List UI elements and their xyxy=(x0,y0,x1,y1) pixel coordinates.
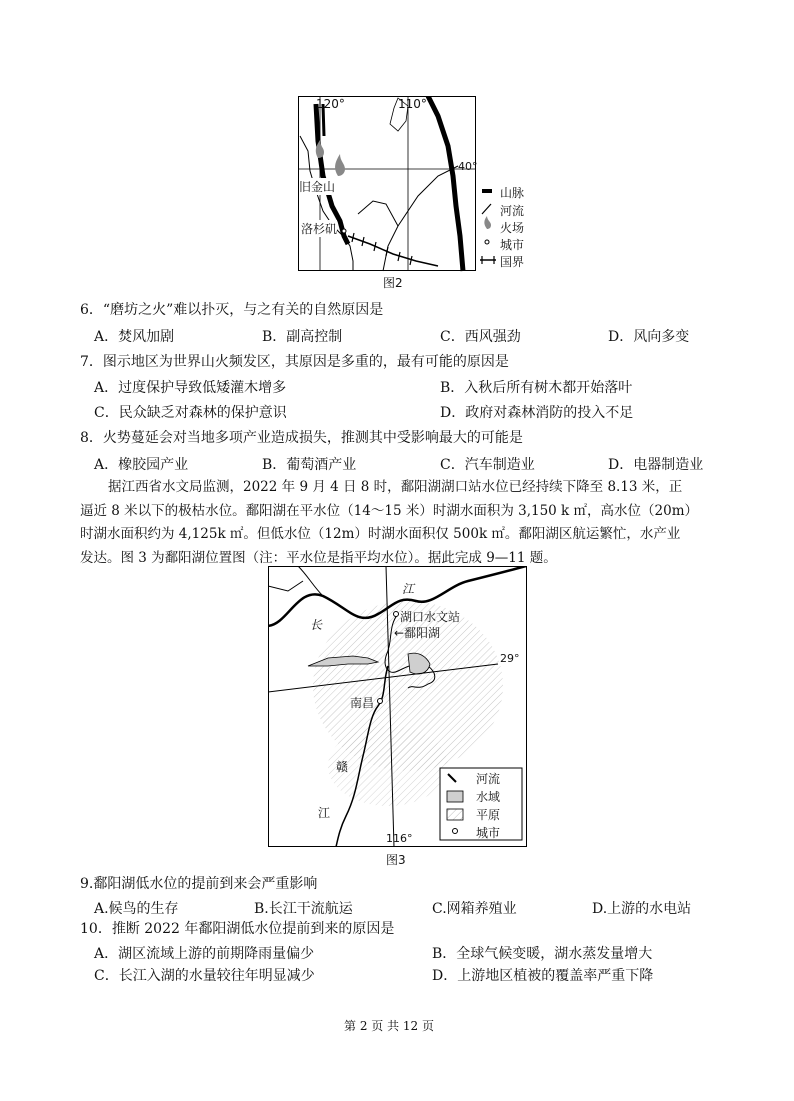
question-10-option-b: B．全球气候变暖，湖水蒸发量增大 xyxy=(432,946,653,962)
legend-border-label: 国界 xyxy=(500,255,525,269)
question-10-option-d: D．上游地区植被的覆盖率严重下降 xyxy=(432,968,654,984)
poyang-lake-label: ←鄱阳湖 xyxy=(394,626,441,640)
question-8-option-d: D．电器制造业 xyxy=(608,457,704,473)
passage-line: 发达。图 3 为鄱阳湖位置图（注：平水位是指平均水位）。据此完成 9—11 题。 xyxy=(80,549,557,566)
city-label-san-francisco: 旧金山 xyxy=(299,180,336,194)
question-9-option-c: C.网箱养殖业 xyxy=(432,901,517,917)
figure-2 xyxy=(298,96,530,272)
figure-3 xyxy=(268,566,527,847)
legend-city-label: 城市 xyxy=(476,826,501,840)
question-7-option-b: B．入秋后所有树木都开始落叶 xyxy=(440,380,633,396)
legend-river-label: 河流 xyxy=(476,772,501,786)
question-10-option-a: A．湖区流域上游的前期降雨量偏少 xyxy=(94,946,315,962)
lon-120-label: 120° xyxy=(316,97,345,111)
question-8-option-a: A．橡胶园产业 xyxy=(94,457,189,473)
passage-line: 逼近 8 米以下的极枯水位。鄱阳湖在平水位（14～15 米）时湖水面积为 3,150 k ㎡，高水位（20m） xyxy=(80,502,698,519)
nanchang-label: 南昌 xyxy=(350,696,375,710)
question-9-option-d: D.上游的水电站 xyxy=(592,901,692,917)
question-6-option-c: C．西风强劲 xyxy=(440,329,521,345)
hukou-station-label: 湖口水文站 xyxy=(400,610,461,624)
lat-40-label: 40° xyxy=(458,160,478,173)
lon-110-label: 110° xyxy=(398,97,427,111)
fire-icon xyxy=(484,216,491,229)
question-9-stem: 9.鄱阳湖低水位的提前到来会严重影响 xyxy=(80,876,318,892)
question-7-stem: 7．图示地区为世界山火频发区，其原因是多重的，最有可能的原因是 xyxy=(80,354,509,370)
river-label-gan: 赣 xyxy=(336,760,349,774)
figure-3-caption: 图3 xyxy=(386,853,406,867)
question-7-option-d: D．政府对森林消防的投入不足 xyxy=(440,405,634,421)
legend-city-label: 城市 xyxy=(500,238,525,252)
legend-water-label: 水域 xyxy=(476,790,501,804)
river-label-jiang: 江 xyxy=(402,582,415,596)
legend-mountain-label: 山脉 xyxy=(500,186,525,200)
question-10-option-c: C．长江入湖的水量较往年明显减少 xyxy=(94,968,315,984)
question-10-stem: 10．推断 2022 年鄱阳湖低水位提前到来的原因是 xyxy=(80,921,395,937)
question-8-stem: 8．火势蔓延会对当地多项产业造成损失，推测其中受影响最大的可能是 xyxy=(80,430,523,446)
passage-line: 时湖水面积约为 4,125k ㎡。但低水位（12m）时湖水面积仅 500k ㎡。鄱阳湖区航运繁忙，水产业 xyxy=(80,526,681,542)
question-6-option-b: B．副高控制 xyxy=(262,329,343,345)
passage xyxy=(80,476,720,570)
legend-fire-label: 火场 xyxy=(500,221,525,235)
lat-29-label: 29° xyxy=(500,652,520,665)
question-8-option-c: C．汽车制造业 xyxy=(440,457,535,473)
question-6-option-a: A．焚风加剧 xyxy=(94,329,175,345)
page-footer: 第 2 页 共 12 页 xyxy=(344,1019,434,1033)
city-label-los-angeles: 洛杉矶 xyxy=(301,222,338,236)
question-9-option-a: A.候鸟的生存 xyxy=(94,901,179,917)
lon-116-label: 116° xyxy=(386,832,413,845)
question-8-option-b: B．葡萄酒产业 xyxy=(262,457,357,473)
legend-river-label: 河流 xyxy=(500,204,525,218)
question-9-option-b: B.长江干流航运 xyxy=(254,901,353,917)
question-7-option-a: A．过度保护导致低矮灌木增多 xyxy=(94,380,287,396)
question-6-stem: 6．“磨坊之火”难以扑灭，与之有关的自然原因是 xyxy=(80,302,384,318)
passage-line: 据江西省水文局监测，2022 年 9 月 4 日 8 时，鄱阳湖湖口站水位已经持续下降至 8.13 米，正 xyxy=(108,479,683,495)
question-6-option-d: D．风向多变 xyxy=(608,329,690,345)
question-7-option-c: C．民众缺乏对森林的保护意识 xyxy=(94,405,287,421)
river-label-jiang-2: 江 xyxy=(318,806,331,820)
legend-plain-label: 平原 xyxy=(476,808,501,822)
figure-2-caption: 图2 xyxy=(383,276,403,290)
river-label-chang: 长 xyxy=(310,618,323,632)
